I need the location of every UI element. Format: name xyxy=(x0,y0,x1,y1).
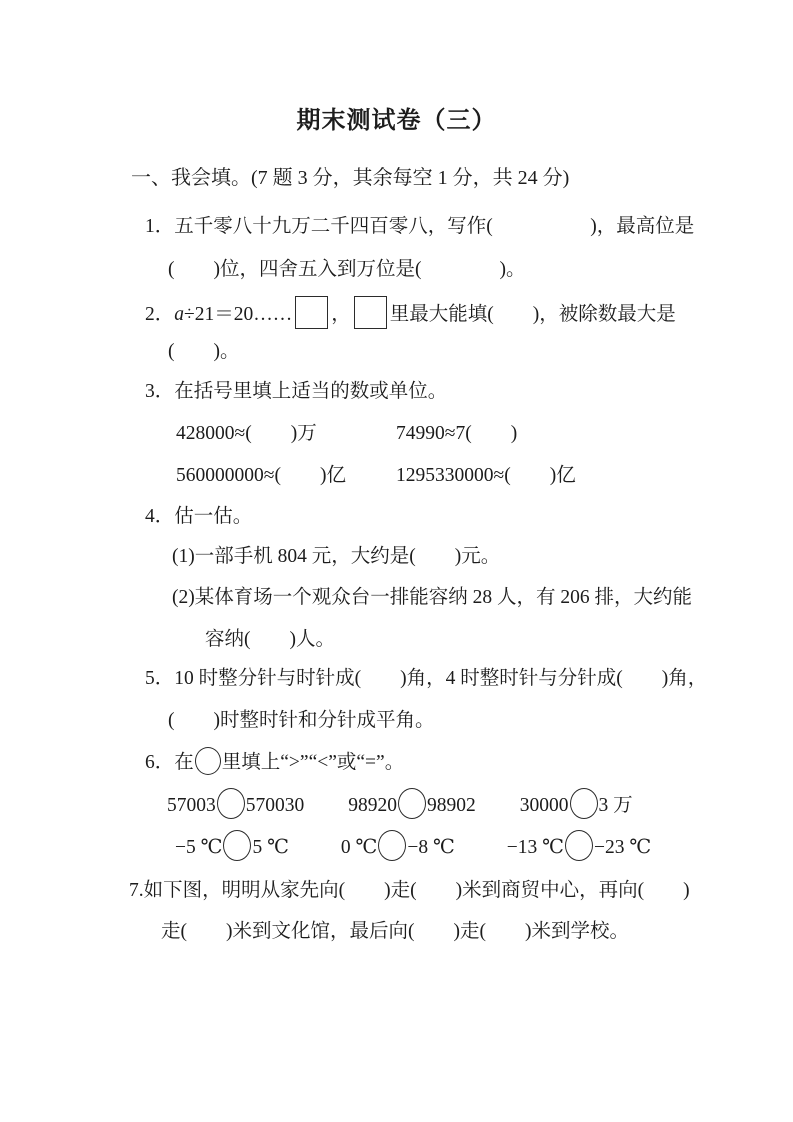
comparison-pair xyxy=(175,830,289,861)
page-title: 期末测试卷（三） xyxy=(296,108,497,134)
question-3-item-3: 560000000≈( )亿 xyxy=(176,465,346,486)
pair-left-value: −5 ℃ xyxy=(175,837,223,858)
comparison-pair xyxy=(507,830,651,861)
comparison-pair xyxy=(348,788,476,819)
question-2-comma: ， xyxy=(331,304,351,325)
question-2-text-after-box: 里最大能填( )，被除数最大是 xyxy=(389,304,676,325)
comparison-circle xyxy=(398,788,426,819)
pair-left-value: 98920 xyxy=(348,795,397,816)
question-4-item-2-line-1: (2)某体育场一个观众台一排能容纳 28 人，有 206 排，大约能 xyxy=(172,587,692,608)
question-1-line-1: 1．五千零八十九万二千四百零八，写作( )，最高位是 xyxy=(145,216,695,237)
pair-left-value: 30000 xyxy=(519,795,569,816)
comparison-circle xyxy=(565,830,593,861)
pair-right-value: 3 万 xyxy=(598,795,633,816)
remainder-answer-box xyxy=(295,296,328,329)
remainder-answer-box xyxy=(354,296,387,329)
question-6-row-1 xyxy=(167,788,633,819)
question-7-line-2: 走( )米到文化馆，最后向( )走( )米到学校。 xyxy=(161,921,629,942)
pair-right-value: −23 ℃ xyxy=(593,837,652,858)
pair-right-value: −8 ℃ xyxy=(407,837,455,858)
pair-left-value: 0 ℃ xyxy=(340,837,378,858)
pair-right-value: 5 ℃ xyxy=(252,837,289,858)
comparison-pair xyxy=(341,830,455,861)
question-6-line-1 xyxy=(145,747,404,776)
question-2-line-2: ( )。 xyxy=(168,341,240,362)
question-1-line-2: ( )位，四舍五入到万位是( )。 xyxy=(168,259,526,280)
question-3-item-2: 74990≈7( ) xyxy=(396,423,518,444)
question-3-row-2 xyxy=(176,462,576,489)
comparison-circle xyxy=(570,788,598,819)
question-6-row-2 xyxy=(175,830,651,861)
comparison-pair xyxy=(167,788,304,819)
comparison-pair xyxy=(520,788,633,819)
comparison-circle xyxy=(378,830,406,861)
comparison-circle xyxy=(195,747,221,775)
question-3-line-1: 3．在括号里填上适当的数或单位。 xyxy=(145,381,448,402)
pair-left-value: −13 ℃ xyxy=(506,837,564,858)
question-5-line-1: 5．10 时整分针与时针成( )角，4 时整时针与分针成( )角， xyxy=(145,668,708,689)
question-2-expression: ÷21＝20…… xyxy=(184,304,293,325)
question-4-line-1: 4．估一估。 xyxy=(145,506,253,527)
question-6-prefix: 6．在 xyxy=(145,752,194,773)
question-2-number: 2． xyxy=(145,304,175,325)
question-4-item-2-line-2: 容纳( )人。 xyxy=(205,629,335,650)
question-5-line-2: ( )时整时针和分针成平角。 xyxy=(168,710,435,731)
comparison-circle xyxy=(217,788,245,819)
question-2-variable: a xyxy=(174,304,185,325)
question-6-suffix: 里填上“>”“<”或“=”。 xyxy=(221,752,405,773)
pair-left-value: 57003 xyxy=(167,795,216,816)
question-7-line-1: 7.如下图，明明从家先向( )走( )米到商贸中心，再向( ) xyxy=(129,880,690,901)
question-3-row-1 xyxy=(176,420,517,447)
comparison-circle xyxy=(223,830,251,861)
question-3-item-1: 428000≈( )万 xyxy=(176,423,317,444)
question-4-item-1: (1)一部手机 804 元，大约是( )元。 xyxy=(172,546,501,567)
pair-right-value: 570030 xyxy=(245,795,305,816)
section-one-heading: 一、我会填。(7 题 3 分，其余每空 1 分，共 24 分) xyxy=(131,167,570,189)
pair-right-value: 98902 xyxy=(427,795,476,816)
question-3-item-4: 1295330000≈( )亿 xyxy=(396,465,576,486)
question-2-line-1 xyxy=(145,296,676,329)
